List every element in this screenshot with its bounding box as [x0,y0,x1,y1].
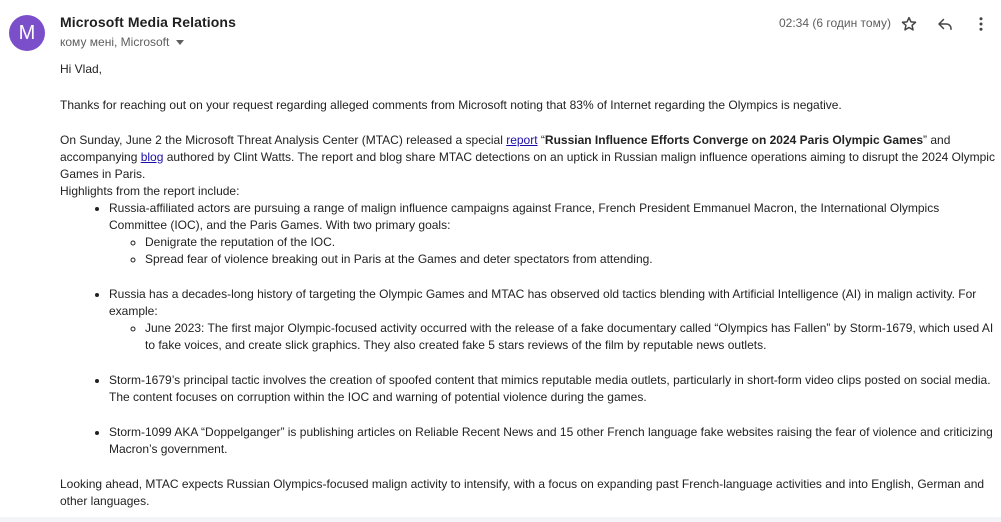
highlights-intro: Highlights from the report include: [60,184,240,198]
recipients-dropdown[interactable] [60,35,184,49]
open-quote: “ [537,133,545,147]
more-vert-icon [972,15,990,33]
report-title: Russian Influence Efforts Converge on 2024 Paris Olympic Games [544,133,924,147]
reply-button[interactable] [933,12,957,36]
recipients-label: кому мені, Microsoft [60,35,170,49]
bullet-text: Russia-affiliated actors are pursuing a range of malign influence campaigns against France, French President Emmanuel Macron, the International Olympics Committee (IOC), and the Paris Games. With two primary goals: [109,201,940,232]
report-pre-text: On Sunday, June 2 the Microsoft Threat Analysis Center (MTAC) released a special [60,133,507,147]
sub-list-item: ◦ Spread fear of violence breaking out in Paris at the Games and deter spectators from attending. [145,251,995,268]
blog-link[interactable]: blog [140,150,164,164]
timestamp: 02:34 (6 годин тому) [779,16,891,30]
sub-list-item: ◦ June 2023: The first major Olympic-focused activity occurred with the release of a fake documentary called “Olympics has Fallen” by Storm-1679, which used AI to fake voices, and create slick graphics. They also created fake 5 stars reviews of the film by reputable news outlets. [145,320,995,354]
bottom-divider [0,517,1001,522]
sub-list [109,320,995,354]
report-mid-text: ” and accompanying [60,133,951,164]
list-item: • Storm-1099 AKA “Doppelganger” is publishing articles on Reliable Recent News and 15 other French language fake websites raising the fear of violence and criticizing Macron’s government. [109,424,995,458]
closing-paragraph: Looking ahead, MTAC expects Russian Olympics-focused malign activity to intensify, with a focus on expanding past French-language activities and into English, German and other languages. [60,477,985,508]
report-link[interactable]: report [506,133,538,147]
list-item [109,200,995,268]
bullet-text: Russia has a decades-long history of targeting the Olympic Games and MTAC has observed old tactics blending with Artificial Intelligence (AI) in malign activity. For example: [109,287,977,318]
sender-name: Microsoft Media Relations [60,14,236,30]
email-body [60,58,995,510]
caret-down-icon[interactable] [176,40,184,45]
report-paragraph [60,132,995,183]
highlights-list [60,200,995,458]
reply-icon [936,15,954,33]
list-item: • Storm-1679’s principal tactic involves the creation of spoofed content that mimics reputable media outlets, particularly in short-form video clips posted on social media. The content focuses on corruption within the IOC and warning of potential violence during the games. [109,372,995,406]
avatar[interactable]: M [9,15,45,51]
report-post-text: authored by Clint Watts. The report and blog share MTAC detections on an uptick in Russian malign influence operations aiming to disrupt the 2024 Olympic Games in Paris. [60,150,995,181]
greeting: Hi Vlad, [60,62,103,76]
more-options-button[interactable] [969,12,993,36]
list-item [109,286,995,354]
star-button[interactable] [897,12,921,36]
sub-list-item: ◦ Denigrate the reputation of the IOC. [145,234,995,251]
thanks-paragraph: Thanks for reaching out on your request regarding alleged comments from Microsoft noting that 83% of Internet regarding the Olympics is negative. [60,98,842,112]
sub-list [109,234,995,268]
star-icon [900,15,918,33]
